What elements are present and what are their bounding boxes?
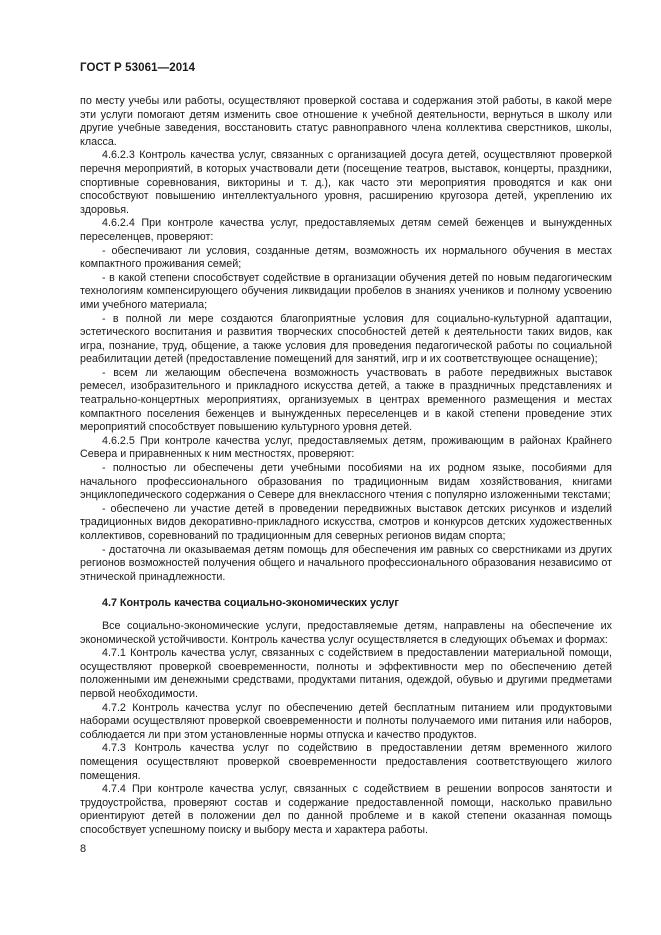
list-item: - достаточна ли оказываемая детям помощь для обеспечения им равных со сверстниками из других регионов возможностей получения общего и начального профессионального образования независимо от этнической принадлежности. [80,543,612,583]
list-item: - обеспечено ли участие детей в проведении передвижных выставок детских рисунков и изделий традиционных видов декоративно-прикладного искусства, смотров и конкурсов детских художественных коллективов, соревнований по традиционным для северных регионов видам спорта; [80,502,612,542]
page-number: 8 [80,843,87,855]
paragraph-4-7-intro: Все социально-экономические услуги, предоставляемые детям, направлены на обеспечение их экономической устойчивости. Контроль качества услуг осуществляется в следующих объемах и формах: [80,619,612,646]
paragraph-4-6-2-3: 4.6.2.3 Контроль качества услуг, связанных с организацией досуга детей, осуществляют проверкой перечня мероприятий, в которых участвовали дети (посещение театров, выставок, концерты, праздники, спортивные соревнования, викторины и т. д.), как часто эти мероприятия проводятся и как они способствуют повышению интеллектуального уровня, расширению кругозора детей, укреплению их здоровья. [80,149,612,216]
paragraph-continuation: по месту учебы или работы, осуществляют проверкой состава и содержания этой работы, в какой мере эти услуги помогают детям изменить свое отношение к учебной деятельности, вернуться в школу или другие учебные заведения, восстановить статус равноправного члена коллектива сверстников, школы, класса. [80,95,612,148]
list-item: - всем ли желающим обеспечена возможность участвовать в работе передвижных выставок ремесел, изобразительного и прикладного искусства детей, а также в праздничных представлениях и театрально-концертных мероприятиях, организуемых в центрах временного размещения и местах компактного поселения беженцев и вынужденных переселенцев и в какой степени проведение этих мероприятий способствует повышению культурного уровня детей. [80,366,612,434]
paragraph-4-7-3: 4.7.3 Контроль качества услуг по содействию в предоставлении детям временного жилого помещения осуществляют проверкой своевременности предоставления соответствующего жилого помещения. [80,742,612,782]
list-item: - в полной ли мере создаются благоприятные условия для социально-культурной адаптации, эстетического воспитания и развития творческих способностей детей к деятельности таких видов, как игра, познание, труд, общение, а также условия для проведения педагогической работы по социальной реабилитации детей (предоставление помещений для занятий, игр и их соответствующее оснащение); [80,312,612,366]
list-item: - обеспечивают ли условия, созданные детям, возможность их нормального обучения в местах компактного проживания семей; [80,244,612,271]
document-body [80,95,612,837]
paragraph-4-7-4: 4.7.4 При контроле качества услуг, связанных с содействием в решении вопросов занятости и трудоустройства, проверяют состав и содержание предоставленной помощи, насколько правильно ориентируют детей в положении дел по данной проблеме и в какой степени оказанная помощь способствует успешному поиску и выбору места и характера работы. [80,783,612,836]
paragraph-4-7-2: 4.7.2 Контроль качества услуг по обеспечению детей бесплатным питанием или продуктовыми наборами осуществляют проверкой своевременности и полноты получаемого ими питания или наборов, соблюдается ли при этом установленные нормы отпуска и качество продуктов. [80,701,612,741]
paragraph-4-7-1: 4.7.1 Контроль качества услуг, связанных с содействием в предоставлении материальной помощи, осуществляют проверкой своевременности, полноты и эффективности мер по обеспечению детей положенными им денежными средствами, продуктами питания, одеждой, обувью и другими предметами первой необходимости. [80,647,612,700]
paragraph-4-6-2-5: 4.6.2.5 При контроле качества услуг, предоставляемых детям, проживающим в районах Крайнего Севера и приравненных к ним местностях, проверяют: [80,434,612,461]
document-code: ГОСТ Р 53061—2014 [80,62,196,74]
paragraph-4-6-2-4: 4.6.2.4 При контроле качества услуг, предоставляемых детям семей беженцев и вынужденных переселенцев, проверяют: [80,217,612,243]
list-item: - полностью ли обеспечены дети учебными пособиями на их родном языке, пособиями для начального профессионального образования по традиционным видам хозяйствования, книгами энциклопедического содержания о Севере для внеклассного чтения с популярно изложенными текстами; [80,462,612,502]
section-heading: 4.7 Контроль качества социально-экономических услуг [102,597,399,610]
list-item: - в какой степени способствует содействие в организации обучения детей по новым педагогическим технологиям компенсирующего обучения ликвидации пробелов в знаниях учеников и полному усвоению ими учебного материала; [80,271,612,311]
